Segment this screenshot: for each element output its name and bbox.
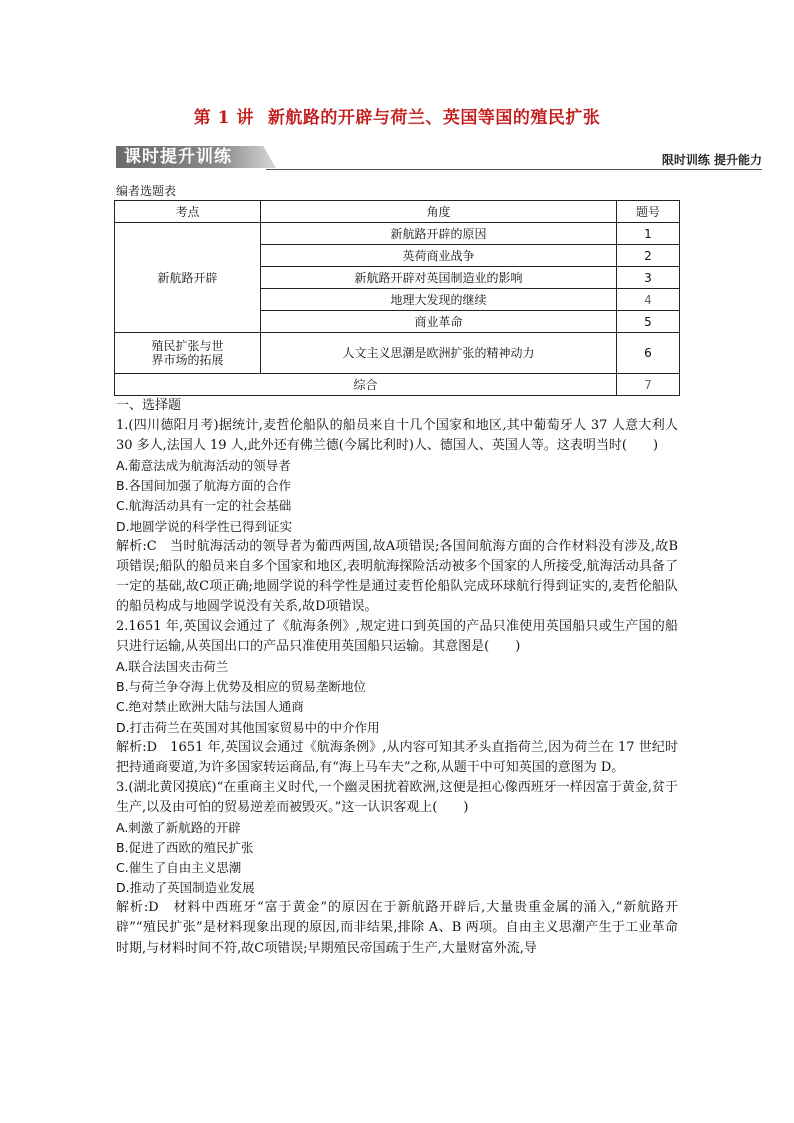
section-heading: 一、选择题 — [116, 398, 182, 413]
banner-label: 课时提升训练 — [124, 147, 232, 167]
angle-cell: 人文主义思潮是欧洲扩张的精神动力 — [261, 333, 617, 374]
question-stem: 1.(四川德阳月考)据统计,麦哲伦船队的船员来自十几个国家和地区,其中葡萄牙人 37 人意大利人 30 多人,法国人 19 人,此外还有佛兰德(今属比利时)人、德国人、英国人等。这表明当时( ) — [116, 418, 678, 454]
table-row — [115, 223, 680, 245]
answer-explanation: 解析:D 材料中西班牙“富于黄金”的原因在于新航路开辟后,大量贵重金属的涌入,“新航路开辟”“殖民扩张”是材料现象出现的原因,而非结果,排除 A、B 两项。自由主义思潮产生于工业革命时期,与材料时间不符,故C项错误;早期殖民帝国疏于生产,大量财富外流,导 — [116, 900, 678, 956]
header-angle: 角度 — [261, 201, 617, 223]
table-row — [115, 374, 680, 396]
option-d: D.地圆学说的科学性已得到证实 — [116, 518, 293, 534]
table-header-row — [115, 201, 680, 223]
header-topic: 考点 — [115, 201, 261, 223]
banner-rule — [266, 169, 762, 170]
page-title — [0, 103, 794, 128]
table-row — [115, 333, 680, 374]
option-a: A.葡意法成为航海活动的领导者 — [116, 458, 291, 474]
option-c: C.绝对禁止欧洲大陆与法国人通商 — [116, 699, 304, 715]
number-cell: 4 — [617, 289, 680, 311]
question-stem: 3.(湖北黄冈摸底)“在重商主义时代,一个幽灵困扰着欧洲,这便是担心像西班牙一样因富于黄金,贫于生产,以及由可怕的贸易逆差而被毁灭。”这一认识客观上( ) — [116, 779, 678, 815]
topic-cell: 新航路开辟 — [115, 223, 261, 333]
number-cell: 7 — [617, 374, 680, 396]
angle-cell: 新航路开辟对英国制造业的影响 — [261, 267, 617, 289]
answer-explanation: 解析:C 当时航海活动的领导者为葡西两国,故A项错误;各国间航海方面的合作材料没有涉及,故B项错误;船队的船员来自多个国家和地区,表明航海探险活动被多个国家的人所接受,航海活动具备了一定的基础,故C项正确;地圆学说的科学性是通过麦哲伦船队完成环球航行得到证实的,麦哲伦船队的船员构成与地圆学说没有关系,故D项错误。 — [116, 538, 678, 614]
option-b: B.与荷兰争夺海上优势及相应的贸易垄断地位 — [116, 679, 367, 695]
topic-selection-table — [114, 200, 680, 396]
table-caption: 编者选题表 — [116, 184, 177, 198]
questions-body — [116, 396, 678, 959]
number-cell: 2 — [617, 245, 680, 267]
option-b: B.各国间加强了航海方面的合作 — [116, 478, 292, 494]
number-cell: 1 — [617, 223, 680, 245]
angle-cell: 地理大发现的继续 — [261, 289, 617, 311]
lesson-number: 第 1 讲 — [193, 108, 254, 128]
option-c: C.航海活动具有一定的社会基础 — [116, 498, 292, 514]
option-d: D.推动了英国制造业发展 — [116, 880, 255, 896]
number-cell: 6 — [617, 333, 680, 374]
option-b: B.促进了西欧的殖民扩张 — [116, 840, 254, 856]
number-cell: 5 — [617, 311, 680, 333]
answer-explanation: 解析:D 1651 年,英国议会通过《航海条例》,从内容可知其矛头直指荷兰,因为荷兰在 17 世纪时把持通商要道,为许多国家转运商品,有“海上马车夫”之称,从题干中可知英国的意图为 D。 — [116, 739, 678, 775]
section-banner — [116, 143, 762, 171]
summary-cell: 综合 — [115, 374, 617, 396]
topic-cell: 殖民扩张与世 界市场的拓展 — [115, 333, 261, 374]
banner-slogan: 限时训练 提升能力 — [661, 153, 762, 167]
angle-cell: 新航路开辟的原因 — [261, 223, 617, 245]
option-a: A.联合法国夹击荷兰 — [116, 659, 229, 675]
option-a: A.刺激了新航路的开辟 — [116, 819, 241, 835]
lesson-title: 新航路的开辟与荷兰、英国等国的殖民扩张 — [267, 108, 601, 128]
option-d: D.打击荷兰在英国对其他国家贸易中的中介作用 — [116, 719, 380, 735]
question-stem: 2.1651 年,英国议会通过了《航海条例》,规定进口到英国的产品只准使用英国船只或生产国的船只进行运输,从英国出口的产品只准使用英国船只运输。其意图是( ) — [116, 619, 678, 655]
angle-cell: 商业革命 — [261, 311, 617, 333]
number-cell: 3 — [617, 267, 680, 289]
angle-cell: 英荷商业战争 — [261, 245, 617, 267]
header-number: 题号 — [617, 201, 680, 223]
option-c: C.催生了自由主义思潮 — [116, 860, 242, 876]
